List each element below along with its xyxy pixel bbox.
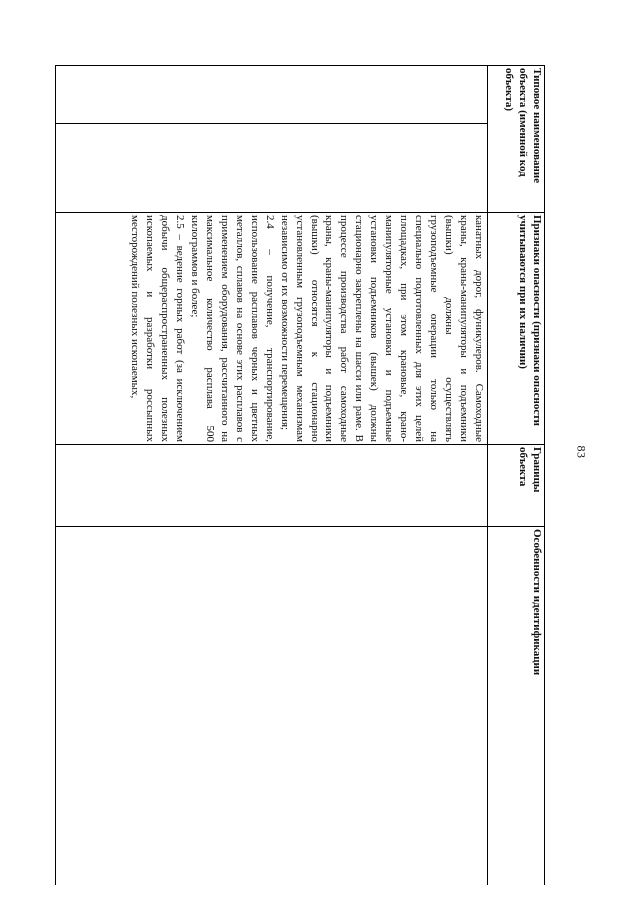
cell-object-name-primary <box>56 66 488 124</box>
rotated-table-container <box>55 65 545 885</box>
cell-identification-features <box>56 527 488 886</box>
hazard-paragraph: канатных дорог, фуникулеров. Самоходные краны, краны-манипуляторы и подъемники (вышки) должны осуществлять грузоподъемные операции только на специально подготовленных для этих целей площадках, при этом крановые, крано-манипуляторные установки и подъемные установки подъемников (вышек) должны стационарно закреплены на шасси или раме. В процессе производства работ самоходные краны, краны-манипуляторы и подъемники (вышки) относятся к стационарно установленным грузоподъемным механизмам независимо от их возможности перемещения; <box>278 215 485 442</box>
hazard-identification-table <box>55 65 545 885</box>
cell-hazard-signs <box>56 213 488 445</box>
hazard-paragraph: 2.4 – получение, транспортирование, использование расплавов черных и цветных металлов, сплавов на основе этих расплавов с применением оборудования, рассчитанного на максимальное количество расплава 500 килограммов и более; <box>188 215 276 442</box>
page-number: 83 <box>574 445 589 459</box>
cell-object-name-secondary <box>56 124 488 213</box>
table-row <box>56 66 488 886</box>
hazard-paragraph: 2.5 – ведение горных работ (за исключением добычи общераспространенных полезных ископаемых и разработки россыпных месторождений полезных ископаемых, <box>129 215 186 442</box>
header-hazard-signs: Признаки опасности (признаки опасности учитываются при их наличии) <box>488 213 545 445</box>
table-header-row <box>488 66 545 886</box>
table-viewport <box>55 65 545 885</box>
header-identification-features: Особенности идентификации <box>488 527 545 886</box>
header-object-name: Типовое наименование объекта (именной код объекта) <box>488 66 545 213</box>
header-object-boundaries: Границы объекта <box>488 445 545 527</box>
cell-object-boundaries <box>56 445 488 527</box>
